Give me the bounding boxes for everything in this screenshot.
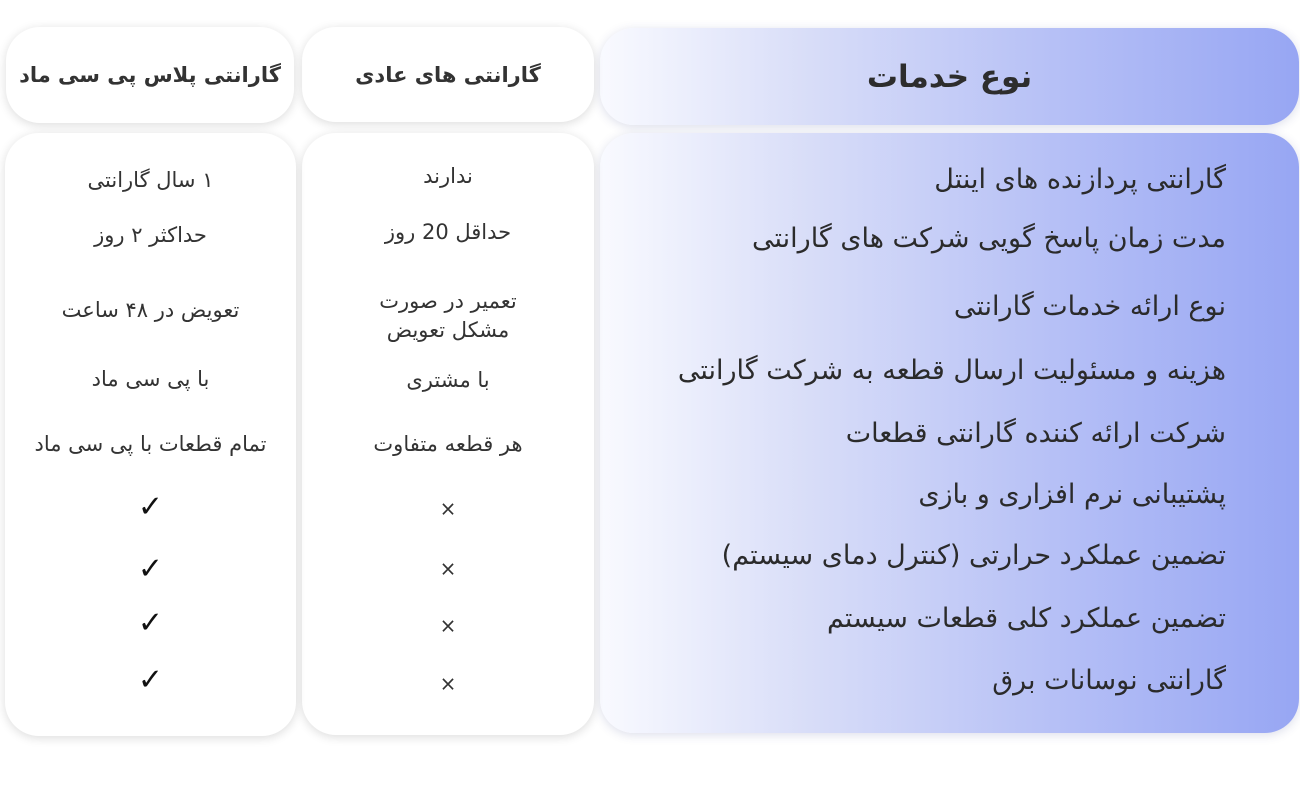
service-item: گارانتی نوسانات برق — [992, 665, 1226, 696]
check-icon: ✓ — [137, 605, 164, 641]
plus-value: تعویض در ۴۸ ساعت — [61, 297, 240, 322]
header-regular-label: گارانتی های عادی — [355, 62, 541, 87]
cross-icon: × — [439, 671, 457, 696]
header-regular-warranty — [302, 27, 594, 122]
regular-value: ندارند — [423, 163, 473, 188]
regular-value: با مشتری — [406, 367, 490, 392]
service-item: نوع ارائه خدمات گارانتی — [953, 291, 1226, 322]
header-plus-label: گارانتی پلاس پی سی ماد — [19, 63, 281, 87]
plus-value: با پی سی ماد — [91, 366, 210, 391]
header-services-label: نوع خدمات — [866, 58, 1033, 95]
cross-icon: × — [439, 556, 457, 581]
regular-value: تعمیر در صورت — [379, 288, 517, 313]
service-item: پشتیبانی نرم افزاری و بازی — [918, 479, 1226, 510]
regular-value: هر قطعه متفاوت — [373, 431, 523, 456]
service-item: تضمین عملکرد حرارتی (کنترل دمای سیستم) — [721, 540, 1226, 571]
header-plus-warranty — [6, 27, 294, 123]
services-column — [600, 133, 1299, 733]
plus-value: حداکثر ۲ روز — [94, 222, 207, 247]
cross-icon: × — [439, 496, 457, 521]
check-icon: ✓ — [137, 662, 164, 698]
service-item: شرکت ارائه کننده گارانتی قطعات — [845, 418, 1226, 449]
check-icon: ✓ — [137, 551, 164, 587]
service-item: هزینه و مسئولیت ارسال قطعه به شرکت گارانتی — [677, 355, 1226, 386]
header-services — [600, 28, 1299, 125]
service-item: تضمین عملکرد کلی قطعات سیستم — [826, 603, 1226, 634]
plus-warranty-column — [5, 133, 296, 736]
plus-value: تمام قطعات با پی سی ماد — [34, 431, 267, 456]
plus-value: ۱ سال گارانتی — [87, 167, 214, 192]
check-icon: ✓ — [137, 489, 164, 525]
service-item: گارانتی پردازنده های اینتل — [934, 164, 1226, 195]
regular-value: حداقل 20 روز — [384, 219, 512, 244]
regular-warranty-column — [302, 133, 594, 735]
regular-value: مشکل تعویض — [386, 317, 510, 342]
service-item: مدت زمان پاسخ گویی شرکت های گارانتی — [752, 223, 1226, 254]
cross-icon: × — [439, 613, 457, 638]
